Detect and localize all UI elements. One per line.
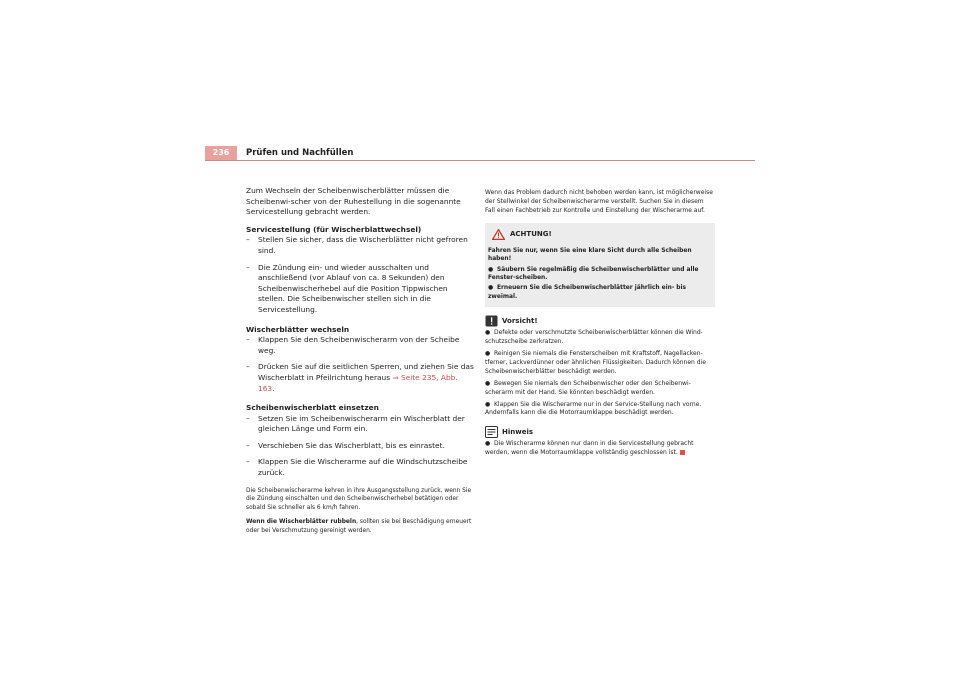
- vorsicht-header: [485, 315, 715, 327]
- left-column: [246, 186, 474, 542]
- bullet-item: ● Bewegen Sie niemals den Scheibenwischer oder den Scheibenwi-scherarm mit der Hand. Sie könnten beschädigt werden.: [485, 379, 691, 396]
- bullet-text: Reinigen Sie niemals die Fensterscheiben mit Kraftstoff, Nagellacken-tferner, Lackverdünner oder ähnlichen Flüssigkeiten. Dadurch können die Scheibenwischerblätter beschädigt werden.: [485, 349, 706, 375]
- page-reference-link[interactable]: ⇒ Seite 235, Abb. 163: [258, 372, 458, 393]
- list-item: – Drücken Sie auf die seitlichen Sperren, und ziehen Sie das Wischerblatt in Pfeilrichtung heraus ⇒ Seite 235, Abb. 163.: [246, 362, 474, 393]
- bullet-text: Säubern Sie regelmäßig die Scheibenwischerblätter und alle Fenster-scheiben.: [488, 266, 699, 281]
- bullet-text: Defekte oder verschmutzte Scheibenwischerblätter können die Wind-schutzscheibe zerkratzen.: [485, 329, 703, 346]
- list-item-text: Drücken Sie auf die seitlichen Sperren, und ziehen Sie das Wischerblatt in Pfeilrichtung heraus: [258, 362, 474, 382]
- section-heading-wischerblaetter-wechseln: Wischerblätter wechseln: [246, 324, 350, 334]
- hinweis-section: [485, 426, 715, 458]
- note-bold-lead: Wenn die Wischerblätter rubbeln: [246, 519, 357, 526]
- note-text: , sollten sie bei Beschädigung erneuert oder bei Verschmutzung gereinigt werden.: [246, 519, 472, 535]
- warning-triangle-icon: [492, 229, 505, 240]
- hinweis-header: [485, 426, 715, 438]
- chapter-title: Prüfen und Nachfüllen: [246, 148, 354, 158]
- intro-paragraph-right: Wenn das Problem dadurch nicht behoben werden kann, ist möglicherweise der Stellwinkel der Scheibenwischerarme verstellt. Suchen Sie in diesem Fall einen Fachbetrieb zur Kontrolle und Einstellung der Wischerarme auf.: [485, 189, 713, 214]
- list-item: – Setzen Sie im Scheibenwischerarm ein Wischerblatt der gleichen Länge und Form ein.: [246, 413, 465, 434]
- punctuation: .: [272, 383, 275, 393]
- list-item: – Stellen Sie sicher, dass die Wischerblätter nicht gefroren sind.: [246, 235, 468, 255]
- achtung-lead: Fahren Sie nur, wenn Sie eine klare Sicht durch alle Scheiben haben!: [488, 247, 692, 263]
- bullet-text: Bewegen Sie niemals den Scheibenwischer oder den Scheibenwi-scherarm mit der Hand. Sie könnten beschädigt werden.: [485, 379, 691, 396]
- vorsicht-section: [485, 315, 715, 418]
- achtung-header: [492, 229, 712, 240]
- list-item: – Klappen Sie den Scheibenwischerarm von der Scheibe weg.: [246, 335, 460, 355]
- note-icon: [485, 426, 498, 438]
- hinweis-title: Hinweis: [502, 427, 534, 436]
- achtung-box: [485, 223, 715, 307]
- intro-paragraph: Zum Wechseln der Scheibenwischerblätter müssen die Scheibenwi-scher von der Ruhestellung in die sogenannte Servicestellung gebracht werden.: [246, 186, 461, 217]
- list-item-text: Verschieben Sie das Wischerblatt, bis es einrastet.: [258, 440, 445, 450]
- bullet-item: ● Reinigen Sie niemals die Fensterscheiben mit Kraftstoff, Nagellacken-tferner, Lackverdünner oder ähnlichen Flüssigkeiten. Dadurch können die Scheibenwischerblätter beschädigt werden.: [485, 349, 706, 375]
- bullet-text: Klappen Sie die Wischerarme nur in der Service-Stellung nach vorne. Andernfalls kann die die Motorraumklappe beschädigt werden.: [485, 400, 702, 417]
- list-item-text: Stellen Sie sicher, dass die Wischerblätter nicht gefroren sind.: [258, 235, 468, 255]
- bullet-item: ● Die Wischerarme können nur dann in die Servicestellung gebracht werden, wenn die Motorraumklappe vollständig geschlossen ist.: [485, 440, 694, 457]
- note-paragraph-rubbeln: [246, 518, 474, 535]
- bullet-text: Erneuern Sie die Scheibenwischerblätter jährlich ein- bis zweimal.: [488, 285, 687, 300]
- list-item: – Klappen Sie die Wischerarme auf die Windschutzscheibe zurück.: [246, 457, 468, 478]
- header-rule: [205, 160, 755, 161]
- bullet-item: ● Klappen Sie die Wischerarme nur in der Service-Stellung nach vorne. Andernfalls kann die die Motorraumklappe beschädigt werden.: [485, 400, 702, 417]
- vorsicht-title: Vorsicht!: [502, 316, 538, 325]
- bullet-text: Die Wischerarme können nur dann in die Servicestellung gebracht werden, wenn die Motorraumklappe vollständig geschlossen ist.: [485, 440, 694, 457]
- list-item-text: Klappen Sie den Scheibenwischerarm von der Scheibe weg.: [258, 335, 460, 355]
- list-item: – Die Zündung ein- und wieder ausschalten und anschließend (vor Ablauf von ca. 8 Sekunden) den Scheibenwischerhebel auf die Position Tippwischen stellen. Die Scheibenwischer stellen sich in die Servicestellung.: [246, 262, 448, 314]
- bullet-item: ● Erneuern Sie die Scheibenwischerblätter jährlich ein- bis zweimal.: [488, 285, 687, 300]
- list-item-text: Setzen Sie im Scheibenwischerarm ein Wischerblatt der gleichen Länge und Form ein.: [258, 413, 465, 434]
- achtung-title: ACHTUNG!: [510, 229, 552, 238]
- achtung-body: [488, 247, 712, 301]
- right-column: [485, 189, 715, 461]
- bullet-item: ● Defekte oder verschmutzte Scheibenwischerblätter können die Wind-schutzscheibe zerkratzen.: [485, 329, 703, 346]
- list-item: – Verschieben Sie das Wischerblatt, bis es einrastet.: [246, 440, 445, 450]
- bullet-item: ● Säubern Sie regelmäßig die Scheibenwischerblätter und alle Fenster-scheiben.: [488, 266, 699, 281]
- note-paragraph: Die Scheibenwischerarme kehren in ihre Ausgangsstellung zurück, wenn Sie die Zündung einschalten und den Scheibenwischerhebel betätigen oder sobald Sie schneller als 6 km/h fahren.: [246, 487, 472, 511]
- page-number: 236: [205, 146, 237, 160]
- end-marker: [680, 450, 685, 455]
- list-item-text: Klappen Sie die Wischerarme auf die Windschutzscheibe zurück.: [258, 457, 468, 478]
- list-item-text: Die Zündung ein- und wieder ausschalten und anschließend (vor Ablauf von ca. 8 Sekunden) den Scheibenwischerhebel auf die Position Tippwischen stellen. Die Scheibenwischer stellen sich in die Servicestellung.: [258, 262, 448, 314]
- section-heading-einsetzen: Scheibenwischerblatt einsetzen: [246, 403, 379, 413]
- exclamation-box-icon: [485, 315, 498, 327]
- section-heading-servicestellung: Servicestellung (für Wischerblattwechsel): [246, 224, 422, 234]
